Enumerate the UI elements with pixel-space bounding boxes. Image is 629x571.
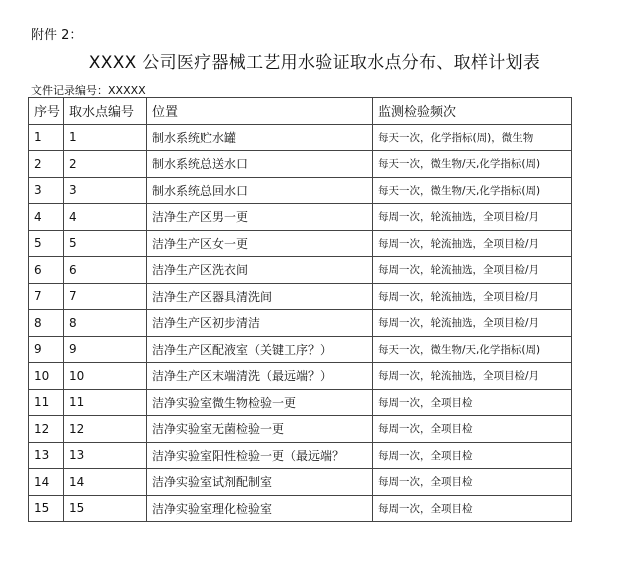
cell-location: 洁净生产区女一更 [147,230,373,257]
table-row [29,177,572,204]
cell-point-id: 7 [64,283,147,310]
table-row [29,363,572,390]
header-point-id: 取水点编号 [64,98,147,125]
header-location: 位置 [147,98,373,125]
cell-point-id: 14 [64,469,147,496]
cell-point-id: 12 [64,416,147,443]
cell-frequency: 每周一次，轮流抽选，全项目检/月 [373,310,572,337]
cell-seq: 1 [29,124,64,151]
cell-frequency: 每周一次，轮流抽选，全项目检/月 [373,363,572,390]
cell-point-id: 4 [64,204,147,231]
cell-frequency: 每天一次，微生物/天,化学指标(周) [373,151,572,178]
cell-seq: 13 [29,442,64,469]
cell-seq: 5 [29,230,64,257]
cell-point-id: 3 [64,177,147,204]
cell-frequency: 每天一次，微生物/天,化学指标(周) [373,177,572,204]
cell-frequency: 每周一次，轮流抽选，全项目检/月 [373,283,572,310]
cell-frequency: 每周一次，轮流抽选，全项目检/月 [373,204,572,231]
cell-location: 洁净实验室无菌检验一更 [147,416,373,443]
cell-location: 洁净生产区配液室（关键工序？） [147,336,373,363]
cell-frequency: 每天一次，微生物/天,化学指标(周) [373,336,572,363]
cell-seq: 9 [29,336,64,363]
table-row [29,495,572,522]
table-header-row [29,98,572,125]
cell-point-id: 13 [64,442,147,469]
cell-point-id: 10 [64,363,147,390]
cell-point-id: 8 [64,310,147,337]
cell-location: 洁净实验室阳性检验一更（最远端？ [147,442,373,469]
table-row [29,257,572,284]
table-row [29,230,572,257]
cell-seq: 3 [29,177,64,204]
cell-seq: 11 [29,389,64,416]
cell-point-id: 9 [64,336,147,363]
cell-frequency: 每周一次，全项目检 [373,469,572,496]
table-row [29,416,572,443]
cell-seq: 4 [29,204,64,231]
cell-seq: 14 [29,469,64,496]
cell-point-id: 15 [64,495,147,522]
cell-location: 制水系统贮水罐 [147,124,373,151]
cell-location: 洁净实验室试剂配制室 [147,469,373,496]
cell-location: 洁净实验室理化检验室 [147,495,373,522]
cell-location: 制水系统总送水口 [147,151,373,178]
table-row [29,204,572,231]
table-row [29,124,572,151]
cell-point-id: 6 [64,257,147,284]
sampling-plan-table [28,97,572,522]
cell-point-id: 5 [64,230,147,257]
cell-frequency: 每周一次，全项目检 [373,416,572,443]
cell-location: 洁净生产区洗衣间 [147,257,373,284]
cell-seq: 10 [29,363,64,390]
cell-seq: 6 [29,257,64,284]
cell-location: 洁净生产区器具清洗间 [147,283,373,310]
cell-location: 洁净生产区男一更 [147,204,373,231]
table-row [29,151,572,178]
table-row [29,283,572,310]
page-title: XXXX 公司医疗器械工艺用水验证取水点分布、取样计划表 [88,53,541,73]
header-seq: 序号 [29,98,64,125]
cell-frequency: 每周一次，轮流抽选，全项目检/月 [373,230,572,257]
table-row [29,389,572,416]
table-row [29,336,572,363]
cell-frequency: 每周一次，全项目检 [373,495,572,522]
table-row [29,469,572,496]
cell-location: 洁净生产区末端清洗（最远端？） [147,363,373,390]
cell-location: 制水系统总回水口 [147,177,373,204]
cell-seq: 7 [29,283,64,310]
cell-frequency: 每周一次，全项目检 [373,389,572,416]
cell-seq: 15 [29,495,64,522]
table-row [29,442,572,469]
cell-location: 洁净生产区初步清洁 [147,310,373,337]
cell-point-id: 11 [64,389,147,416]
header-frequency: 监测检验频次 [373,98,572,125]
cell-point-id: 1 [64,124,147,151]
cell-seq: 2 [29,151,64,178]
cell-location: 洁净实验室微生物检验一更 [147,389,373,416]
cell-seq: 8 [29,310,64,337]
cell-frequency: 每周一次，全项目检 [373,442,572,469]
cell-frequency: 每周一次，轮流抽选，全项目检/月 [373,257,572,284]
cell-point-id: 2 [64,151,147,178]
cell-frequency: 每天一次，化学指标(周)，微生物 [373,124,572,151]
table-row [29,310,572,337]
cell-seq: 12 [29,416,64,443]
attachment-label: 附件 2： [31,28,83,43]
doc-record-number: 文件记录编号：XXXXX [31,84,146,97]
